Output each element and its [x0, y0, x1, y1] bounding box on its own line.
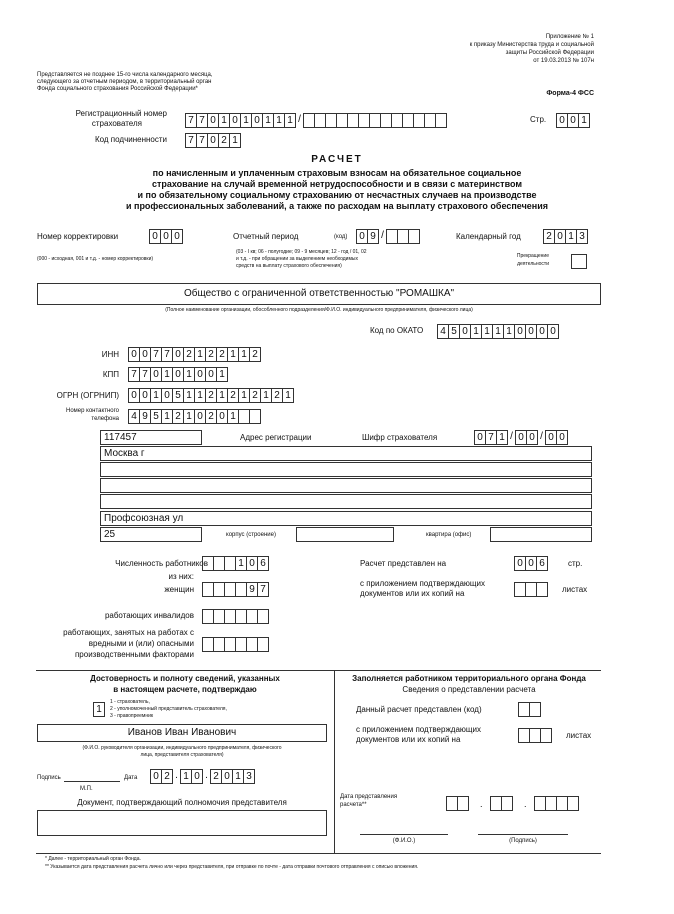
- ogrn-cells-cell[interactable]: 2: [249, 388, 261, 403]
- district-field[interactable]: [100, 462, 592, 477]
- year-cells-cell[interactable]: 3: [576, 229, 588, 244]
- inn-cells-cell[interactable]: 2: [183, 347, 195, 362]
- harmful-label-3: производственными факторами: [74, 650, 194, 659]
- harmful-cells[interactable]: [202, 637, 268, 652]
- kpp-cells-cell[interactable]: 0: [172, 367, 184, 382]
- bottom-section-divider: [334, 670, 335, 853]
- confirm-date-cells-cell[interactable]: 0: [221, 769, 233, 784]
- kpp-cells-cell[interactable]: 1: [161, 367, 173, 382]
- confirm-code-cells[interactable]: [93, 702, 104, 717]
- bottom-section-bottom-rule: [36, 853, 601, 854]
- reg-number-cells-cell[interactable]: 7: [185, 113, 197, 128]
- year-cells-cell[interactable]: 1: [565, 229, 577, 244]
- employees-count-cells-cell[interactable]: 0: [246, 556, 258, 571]
- period-cells-cell[interactable]: 9: [367, 229, 379, 244]
- phone-cells-cell[interactable]: [249, 409, 261, 424]
- employees-count-cells-cell[interactable]: 6: [257, 556, 269, 571]
- confirm-opt-3: 3 - правопреемник: [110, 713, 154, 719]
- ogrn-cells-cell[interactable]: 1: [150, 388, 162, 403]
- period-cells-cell[interactable]: 0: [356, 229, 368, 244]
- fund-sign-line: [478, 834, 568, 835]
- period-hint-1: (03 - I кв; 06 - полугодие; 09 - 9 месяцев; 12 - год / 01, 02: [236, 249, 367, 255]
- fund-fio-label: (Ф.И.О.): [392, 838, 416, 844]
- phone-cells-cell[interactable]: 0: [216, 409, 228, 424]
- authority-doc-field[interactable]: [37, 810, 327, 836]
- okato-cells-cell[interactable]: 5: [448, 324, 460, 339]
- kpp-cells-cell[interactable]: 1: [216, 367, 228, 382]
- insurer-code-cells-cell[interactable]: 0: [474, 430, 486, 445]
- fund-sheets-label: листах: [566, 731, 592, 740]
- phone-label-1: Номер контактного: [66, 408, 119, 414]
- appendix-line-1: Приложение № 1: [545, 34, 594, 40]
- fund-attach-label-2: документов или их копий на: [356, 735, 461, 744]
- fund-attach-cells[interactable]: [518, 728, 551, 743]
- submitted-sheets-label: листах: [562, 585, 588, 594]
- ogrn-cells-cell[interactable]: 0: [161, 388, 173, 403]
- submitted-pages-cells-cell[interactable]: 0: [514, 556, 526, 571]
- reg-number-cells-cell[interactable]: 1: [240, 113, 252, 128]
- page-number-cells[interactable]: [556, 113, 589, 128]
- year-label: Календарный год: [456, 232, 521, 241]
- fund-attach-label-1: с приложением подтверждающих: [356, 725, 481, 734]
- inn-label: ИНН: [101, 350, 119, 359]
- inn-cells-cell[interactable]: 0: [128, 347, 140, 362]
- bottom-section-top-rule: [36, 670, 601, 671]
- correction-cells-cell[interactable]: 0: [171, 229, 183, 244]
- page-number-cells-cell[interactable]: 1: [578, 113, 590, 128]
- ogrn-cells-cell[interactable]: 2: [227, 388, 239, 403]
- correction-label: Номер корректировки: [37, 232, 119, 241]
- confirm-code-cells-cell[interactable]: 1: [93, 702, 105, 717]
- kpp-cells-cell[interactable]: 1: [183, 367, 195, 382]
- phone-cells-cell[interactable]: 2: [172, 409, 184, 424]
- kpp-label: КПП: [102, 370, 119, 379]
- org-name-hint: (Полное наименование организации, обособленного подразделения/Ф.И.О. индивидуального предпринимателя, физического лица): [165, 307, 473, 313]
- harmful-cells-cell[interactable]: [257, 637, 269, 652]
- locality-field[interactable]: [100, 478, 592, 493]
- sub-code-cells-cell[interactable]: 2: [218, 133, 230, 148]
- submitted-pages-cells-cell[interactable]: 6: [536, 556, 548, 571]
- fund-method-label: Данный расчет представлен (код): [356, 705, 482, 714]
- stamp-label: М.П.: [80, 786, 93, 792]
- building-field[interactable]: [296, 527, 394, 542]
- women-cells-cell[interactable]: 9: [246, 582, 258, 597]
- kpp-cells-cell[interactable]: 7: [128, 367, 140, 382]
- address-extra-field[interactable]: [100, 494, 592, 509]
- page-number-cells-cell[interactable]: 0: [567, 113, 579, 128]
- kpp-cells-cell[interactable]: 0: [194, 367, 206, 382]
- fund-date-day-cells[interactable]: [446, 796, 468, 811]
- phone-cells-cell[interactable]: 4: [128, 409, 140, 424]
- correction-cells-cell[interactable]: 0: [160, 229, 172, 244]
- confirm-date-cells[interactable]: [150, 769, 254, 784]
- reg-number-label-1: Регистрационный номер: [75, 109, 167, 118]
- period-cells-cell[interactable]: /: [381, 230, 384, 241]
- inn-cells-cell[interactable]: 1: [238, 347, 250, 362]
- inn-cells-cell[interactable]: 2: [205, 347, 217, 362]
- sub-code-cells-cell[interactable]: 0: [207, 133, 219, 148]
- ogrn-cells-cell[interactable]: 1: [216, 388, 228, 403]
- reg-number-cells-cell[interactable]: 1: [262, 113, 274, 128]
- phone-cells-cell[interactable]: 0: [194, 409, 206, 424]
- reg-number-cells-cell[interactable]: 1: [218, 113, 230, 128]
- fund-fio-line: [360, 834, 448, 835]
- authority-doc-label: Документ, подтверждающий полномочия представителя: [77, 798, 287, 807]
- submitted-attach-label-1: с приложением подтверждающих: [360, 579, 485, 588]
- insurer-code-cells-cell[interactable]: 0: [515, 430, 527, 445]
- footnote-1: * Далее - территориальный орган Фонда.: [45, 856, 141, 862]
- fund-date-month-cells-cell[interactable]: [501, 796, 513, 811]
- confirm-date-cells-cell[interactable]: 2: [210, 769, 222, 784]
- reg-number-cells-cell[interactable]: 1: [273, 113, 285, 128]
- okato-label: Код по ОКАТО: [370, 326, 424, 335]
- submitted-pages-cells[interactable]: [514, 556, 547, 571]
- fund-date-dot-1: .: [480, 799, 483, 809]
- phone-cells-cell[interactable]: 2: [205, 409, 217, 424]
- sign-line: [64, 781, 120, 782]
- phone-cells[interactable]: [128, 409, 260, 424]
- okato-cells-cell[interactable]: 0: [459, 324, 471, 339]
- sign-label: Подпись: [37, 775, 61, 781]
- okato-cells-cell[interactable]: 0: [525, 324, 537, 339]
- appendix-line-3: защиты Российской Федерации: [505, 50, 594, 56]
- confirm-date-cells-cell[interactable]: 1: [232, 769, 244, 784]
- representative-hint-1: (Ф.И.О. руководителя организации, индивидуального предпринимателя, физического: [82, 745, 282, 751]
- insurer-code-label: Шифр страхователя: [362, 433, 438, 442]
- employees-count-cells[interactable]: [202, 556, 268, 571]
- phone-cells-cell[interactable]: 9: [139, 409, 151, 424]
- year-cells[interactable]: [543, 229, 587, 244]
- ogrn-cells-cell[interactable]: 0: [139, 388, 151, 403]
- ogrn-cells-cell[interactable]: 2: [271, 388, 283, 403]
- title-line-4: и профессиональных заболеваний, а также по расходам на выплату страхового обеспечения: [125, 201, 549, 211]
- ogrn-cells-cell[interactable]: 1: [260, 388, 272, 403]
- phone-cells-cell[interactable]: 1: [161, 409, 173, 424]
- women-cells[interactable]: [202, 582, 268, 597]
- insurer-code-cells-cell[interactable]: /: [540, 431, 543, 442]
- submitted-pages-label: стр.: [568, 559, 583, 568]
- title-line-2: страхование на случай временной нетрудоспособности и в связи с материнством: [151, 179, 523, 189]
- phone-label-2: телефона: [91, 416, 119, 422]
- period-hint-2: и т.д. - при обращении за выделением необходимых: [236, 256, 358, 262]
- okato-cells-cell[interactable]: 1: [492, 324, 504, 339]
- confirm-date-cells-cell[interactable]: 0: [150, 769, 162, 784]
- correction-hint: (000 - исходная, 001 и т.д. - номер корректировки): [37, 256, 154, 262]
- sub-code-cells-cell[interactable]: 7: [185, 133, 197, 148]
- period-label: Отчетный период: [233, 232, 299, 241]
- confirm-opt-1: 1 - страхователь,: [110, 699, 150, 705]
- submitted-attach-cells[interactable]: [514, 582, 547, 597]
- period-cells[interactable]: [356, 229, 419, 244]
- confirm-date-label: Дата: [124, 775, 138, 781]
- insurer-code-cells-cell[interactable]: 7: [485, 430, 497, 445]
- representative-hint-2: лица, представителя страхователя): [140, 752, 224, 758]
- period-cells-cell[interactable]: [408, 229, 420, 244]
- reg-number-cells-cell[interactable]: 7: [196, 113, 208, 128]
- termination-checkbox[interactable]: [571, 254, 587, 269]
- reg-number-cells-cell[interactable]: 0: [207, 113, 219, 128]
- fund-method-cells[interactable]: [518, 702, 540, 717]
- okato-cells-cell[interactable]: 1: [503, 324, 515, 339]
- period-hint-3: средств на выплату страхового обеспечения): [236, 263, 342, 269]
- flat-field[interactable]: [490, 527, 592, 542]
- deadline-note-3: Фонда социального страхования Российской Федерации*: [37, 86, 198, 92]
- ogrn-cells-cell[interactable]: 1: [194, 388, 206, 403]
- sub-code-cells-cell[interactable]: 7: [196, 133, 208, 148]
- sub-code-cells-cell[interactable]: 1: [229, 133, 241, 148]
- insurer-code-cells-cell[interactable]: 1: [496, 430, 508, 445]
- inn-cells-cell[interactable]: 1: [194, 347, 206, 362]
- reg-number-cells-cell[interactable]: /: [298, 114, 301, 125]
- zip-field[interactable]: 117457: [100, 430, 202, 445]
- inn-cells-cell[interactable]: 0: [172, 347, 184, 362]
- insurer-code-cells-cell[interactable]: /: [510, 431, 513, 442]
- okato-cells-cell[interactable]: 4: [437, 324, 449, 339]
- year-cells-cell[interactable]: 2: [543, 229, 555, 244]
- ogrn-cells-cell[interactable]: 2: [205, 388, 217, 403]
- fund-date-dot-2: .: [524, 799, 527, 809]
- submitted-pages-cells-cell[interactable]: 0: [525, 556, 537, 571]
- inn-cells-cell[interactable]: 1: [227, 347, 239, 362]
- fund-date-month-cells[interactable]: [490, 796, 512, 811]
- title-line-3: и по обязательному социальному страхованию от несчастных случаев на производстве: [137, 190, 537, 200]
- insurer-code-cells-cell[interactable]: 0: [545, 430, 557, 445]
- reg-number-cells-cell[interactable]: 0: [251, 113, 263, 128]
- year-cells-cell[interactable]: 0: [554, 229, 566, 244]
- ogrn-cells-cell[interactable]: 5: [172, 388, 184, 403]
- ogrn-label: ОГРН (ОГРНИП): [56, 391, 119, 400]
- okato-cells-cell[interactable]: 0: [536, 324, 548, 339]
- reg-address-label: Адрес регистрации: [240, 433, 312, 442]
- kpp-cells-cell[interactable]: 0: [150, 367, 162, 382]
- ogrn-cells[interactable]: [128, 388, 293, 403]
- page-number-cells-cell[interactable]: 0: [556, 113, 568, 128]
- ogrn-cells-cell[interactable]: 1: [282, 388, 294, 403]
- page-label: Стр.: [530, 115, 547, 124]
- city-field[interactable]: Москва г: [100, 446, 592, 461]
- harmful-label-1: работающих, занятых на работах с: [63, 628, 194, 637]
- house-field[interactable]: 25: [100, 527, 202, 542]
- confirm-title-1: Достоверность и полноту сведений, указанных: [90, 674, 280, 683]
- confirm-date-cells-cell[interactable]: 1: [180, 769, 192, 784]
- fund-date-year-cells-cell[interactable]: [567, 796, 579, 811]
- inn-cells-cell[interactable]: 7: [161, 347, 173, 362]
- kpp-cells[interactable]: [128, 367, 227, 382]
- fund-title: Заполняется работником территориального органа Фонда: [352, 674, 586, 683]
- confirm-date-cells-cell[interactable]: 3: [243, 769, 255, 784]
- women-cells-cell[interactable]: 7: [257, 582, 269, 597]
- phone-cells-cell[interactable]: 1: [227, 409, 239, 424]
- okato-cells[interactable]: [437, 324, 558, 339]
- footnote-2: ** Указывается дата представления расчета лично или через представителя, при отправке по почте - дата отправки почтового отправления с описью вложения.: [45, 864, 419, 870]
- inn-cells[interactable]: [128, 347, 260, 362]
- inn-cells-cell[interactable]: 0: [139, 347, 151, 362]
- women-label: женщин: [164, 585, 194, 594]
- reg-number-label-2: страхователя: [91, 119, 142, 128]
- termination-label-1: Прекращение: [516, 253, 549, 259]
- confirm-opt-2: 2 - уполномоченный представитель страхователя,: [110, 706, 227, 712]
- insurer-code-cells-cell[interactable]: 0: [556, 430, 568, 445]
- okato-cells-cell[interactable]: 1: [481, 324, 493, 339]
- phone-cells-cell[interactable]: 1: [183, 409, 195, 424]
- org-name-field[interactable]: Общество с ограниченной ответственностью "РОМАШКА": [37, 283, 601, 305]
- reg-number-cells-cell[interactable]: 1: [284, 113, 296, 128]
- report-title: РАСЧЕТ: [311, 154, 363, 165]
- fund-attach-cells-cell[interactable]: [540, 728, 552, 743]
- fund-date-year-cells[interactable]: [534, 796, 578, 811]
- termination-label-2: деятельности: [517, 261, 549, 267]
- disabled-cells[interactable]: [202, 609, 268, 624]
- employees-count-cells-cell[interactable]: 1: [235, 556, 247, 571]
- ogrn-cells-cell[interactable]: 1: [183, 388, 195, 403]
- confirm-date-cells-cell[interactable]: 0: [191, 769, 203, 784]
- fund-sign-label: (Подпись): [509, 838, 537, 844]
- fund-date-day-cells-cell[interactable]: [457, 796, 469, 811]
- correction-cells-cell[interactable]: 0: [149, 229, 161, 244]
- submitted-attach-cells-cell[interactable]: [536, 582, 548, 597]
- confirm-date-cells-cell[interactable]: 2: [161, 769, 173, 784]
- reg-number-cells[interactable]: [185, 113, 446, 128]
- inn-cells-cell[interactable]: 2: [216, 347, 228, 362]
- okato-cells-cell[interactable]: 0: [514, 324, 526, 339]
- fund-subtitle: Сведения о представлении расчета: [402, 685, 536, 694]
- ogrn-cells-cell[interactable]: 0: [128, 388, 140, 403]
- okato-cells-cell[interactable]: 0: [547, 324, 559, 339]
- disabled-label: работающих инвалидов: [104, 611, 194, 620]
- representative-name-field[interactable]: Иванов Иван Иванович: [37, 724, 327, 742]
- ogrn-cells-cell[interactable]: 1: [238, 388, 250, 403]
- fund-date-label-1: Дата представления: [340, 794, 398, 800]
- of-them-label: из них:: [168, 572, 194, 581]
- sub-code-cells[interactable]: [185, 133, 240, 148]
- harmful-label-2: вредными и (или) опасными: [88, 639, 194, 648]
- correction-cells[interactable]: [149, 229, 182, 244]
- form-name: Форма-4 ФСС: [546, 90, 594, 97]
- appendix-line-4: от 19.03.2013 № 107н: [533, 58, 594, 64]
- kpp-cells-cell[interactable]: 0: [205, 367, 217, 382]
- confirm-date-cells-cell[interactable]: .: [175, 770, 178, 781]
- reg-number-cells-cell[interactable]: 0: [229, 113, 241, 128]
- reg-number-cells-cell[interactable]: [435, 113, 447, 128]
- phone-cells-cell[interactable]: 5: [150, 409, 162, 424]
- appendix-line-2: к приказу Министерства труда и социальной: [469, 42, 594, 48]
- period-code-label: (код): [334, 234, 348, 240]
- sub-code-label: Код подчиненности: [94, 135, 167, 144]
- inn-cells-cell[interactable]: 2: [249, 347, 261, 362]
- deadline-note-1: Представляется не позднее 15-го числа календарного месяца,: [37, 72, 213, 78]
- kpp-cells-cell[interactable]: 7: [139, 367, 151, 382]
- street-field[interactable]: Профсоюзная ул: [100, 511, 592, 526]
- flat-label: квартира (офис): [426, 532, 472, 538]
- title-line-1: по начисленным и уплаченным страховым взносам на обязательное социальное: [152, 168, 522, 178]
- fund-method-cells-cell[interactable]: [529, 702, 541, 717]
- disabled-cells-cell[interactable]: [257, 609, 269, 624]
- building-label: корпус (строение): [226, 532, 276, 538]
- confirm-title-2: в настоящем расчете, подтверждаю: [113, 685, 257, 694]
- confirm-date-cells-cell[interactable]: .: [205, 770, 208, 781]
- insurer-code-cells-cell[interactable]: 0: [526, 430, 538, 445]
- deadline-note-2: следующего за отчетным периодом, в территориальный орган: [37, 79, 212, 85]
- fund-date-label-2: расчета**: [340, 802, 367, 808]
- submitted-attach-label-2: документов или их копий на: [360, 589, 465, 598]
- inn-cells-cell[interactable]: 7: [150, 347, 162, 362]
- submitted-label: Расчет представлен на: [360, 559, 447, 568]
- okato-cells-cell[interactable]: 1: [470, 324, 482, 339]
- insurer-code-cells[interactable]: [474, 430, 567, 445]
- employees-count-label: Численность работников: [115, 559, 208, 568]
